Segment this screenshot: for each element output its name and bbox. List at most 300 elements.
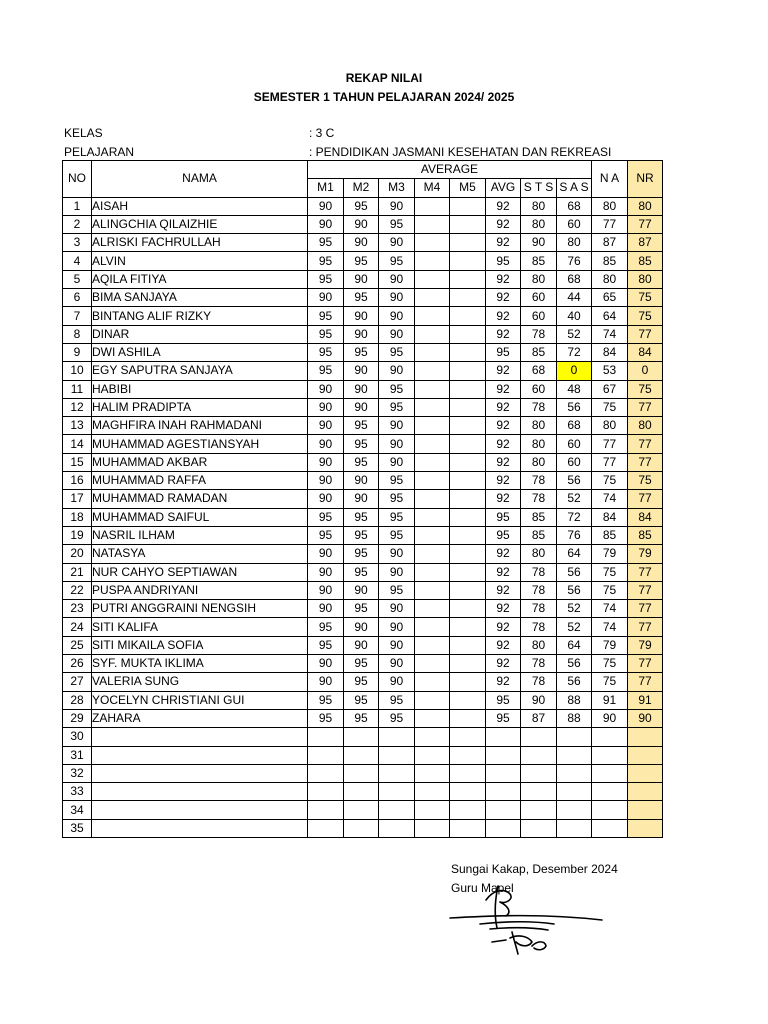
cell-na: 74 (592, 600, 628, 618)
cell-na (592, 801, 628, 819)
cell-nama: MAGHFIRA INAH RAHMADANI (92, 417, 308, 435)
cell-no: 28 (63, 691, 92, 709)
cell-sas: 52 (557, 600, 592, 618)
cell-m1: 95 (308, 636, 344, 654)
cell-nr: 75 (628, 472, 663, 490)
cell-m1: 95 (308, 526, 344, 544)
cell-m3: 90 (379, 325, 415, 343)
cell-avg: 95 (486, 508, 521, 526)
cell-nama: ALINGCHIA QILAIZHIE (92, 215, 308, 233)
cell-na: 75 (592, 673, 628, 691)
cell-m4 (415, 234, 450, 252)
cell-m2: 95 (344, 655, 379, 673)
cell-m2: 95 (344, 435, 379, 453)
cell-nama (92, 746, 308, 764)
cell-no: 5 (63, 270, 92, 288)
cell-m4 (415, 307, 450, 325)
cell-avg: 92 (486, 618, 521, 636)
table-row (63, 197, 663, 215)
cell-na: 74 (592, 490, 628, 508)
cell-sts: 60 (521, 307, 557, 325)
cell-sts: 78 (521, 655, 557, 673)
cell-sts: 80 (521, 215, 557, 233)
cell-m4 (415, 289, 450, 307)
cell-na: 75 (592, 472, 628, 490)
cell-m4 (415, 563, 450, 581)
cell-m4 (415, 197, 450, 215)
cell-m3: 95 (379, 490, 415, 508)
cell-m3: 90 (379, 362, 415, 380)
cell-nr (628, 746, 663, 764)
cell-na: 87 (592, 234, 628, 252)
cell-m2 (344, 819, 379, 837)
cell-m3: 90 (379, 563, 415, 581)
cell-no: 31 (63, 746, 92, 764)
table-row (63, 673, 663, 691)
cell-sts: 78 (521, 325, 557, 343)
cell-no: 19 (63, 526, 92, 544)
cell-nama (92, 783, 308, 801)
cell-m1 (308, 819, 344, 837)
cell-m5 (450, 307, 486, 325)
cell-nama (92, 728, 308, 746)
cell-sts: 80 (521, 270, 557, 288)
cell-na: 79 (592, 545, 628, 563)
table-row (63, 252, 663, 270)
cell-nr: 0 (628, 362, 663, 380)
header-m1: M1 (308, 179, 344, 197)
cell-no: 34 (63, 801, 92, 819)
cell-sas: 68 (557, 417, 592, 435)
cell-m2: 90 (344, 472, 379, 490)
cell-no: 3 (63, 234, 92, 252)
cell-avg: 92 (486, 545, 521, 563)
cell-m1: 90 (308, 380, 344, 398)
cell-m2: 90 (344, 618, 379, 636)
cell-m4 (415, 435, 450, 453)
cell-m4 (415, 362, 450, 380)
cell-sas: 64 (557, 636, 592, 654)
cell-nama: BINTANG ALIF RIZKY (92, 307, 308, 325)
cell-nr: 77 (628, 618, 663, 636)
header-sas: S A S (557, 179, 592, 197)
cell-sas: 52 (557, 618, 592, 636)
cell-no: 16 (63, 472, 92, 490)
table-row (63, 709, 663, 727)
table-row (63, 289, 663, 307)
cell-m1: 95 (308, 343, 344, 361)
cell-nama: PUSPA ANDRIYANI (92, 581, 308, 599)
cell-sas (557, 728, 592, 746)
cell-sts: 78 (521, 618, 557, 636)
cell-m1: 90 (308, 197, 344, 215)
cell-m5 (450, 581, 486, 599)
cell-sts: 85 (521, 343, 557, 361)
table-row (63, 435, 663, 453)
cell-no: 14 (63, 435, 92, 453)
cell-na (592, 783, 628, 801)
cell-sts: 80 (521, 545, 557, 563)
cell-sts: 80 (521, 636, 557, 654)
cell-sts: 78 (521, 398, 557, 416)
table-row (63, 783, 663, 801)
cell-avg (486, 801, 521, 819)
cell-nr: 91 (628, 691, 663, 709)
cell-m4 (415, 783, 450, 801)
cell-m5 (450, 526, 486, 544)
cell-m3: 95 (379, 472, 415, 490)
cell-avg: 95 (486, 526, 521, 544)
cell-no: 17 (63, 490, 92, 508)
header-m2: M2 (344, 179, 379, 197)
cell-m5 (450, 673, 486, 691)
cell-avg: 92 (486, 215, 521, 233)
cell-sas: 56 (557, 581, 592, 599)
cell-m5 (450, 508, 486, 526)
table-row (63, 343, 663, 361)
table-row (63, 563, 663, 581)
cell-m2: 95 (344, 709, 379, 727)
cell-m4 (415, 270, 450, 288)
cell-nama: ALRISKI FACHRULLAH (92, 234, 308, 252)
table-row (63, 618, 663, 636)
table-row (63, 655, 663, 673)
cell-m3: 90 (379, 197, 415, 215)
cell-sas: 60 (557, 215, 592, 233)
cell-m4 (415, 215, 450, 233)
cell-na: 65 (592, 289, 628, 307)
cell-nama: BIMA SANJAYA (92, 289, 308, 307)
cell-m1: 90 (308, 673, 344, 691)
cell-m4 (415, 252, 450, 270)
cell-m3: 90 (379, 636, 415, 654)
cell-avg: 95 (486, 343, 521, 361)
cell-m4 (415, 746, 450, 764)
cell-na: 53 (592, 362, 628, 380)
cell-m5 (450, 636, 486, 654)
cell-avg: 92 (486, 435, 521, 453)
cell-no: 2 (63, 215, 92, 233)
cell-no: 12 (63, 398, 92, 416)
page-subtitle: SEMESTER 1 TAHUN PELAJARAN 2024/ 2025 (253, 90, 515, 104)
header-nr: NR (628, 161, 663, 198)
cell-m5 (450, 764, 486, 782)
cell-m2: 95 (344, 343, 379, 361)
cell-m1 (308, 764, 344, 782)
cell-nr: 77 (628, 673, 663, 691)
cell-m2: 95 (344, 600, 379, 618)
cell-sas: 40 (557, 307, 592, 325)
cell-no: 4 (63, 252, 92, 270)
cell-sas (557, 764, 592, 782)
cell-avg: 92 (486, 270, 521, 288)
cell-m5 (450, 343, 486, 361)
cell-sas: 52 (557, 325, 592, 343)
cell-no: 35 (63, 819, 92, 837)
cell-na: 74 (592, 325, 628, 343)
cell-m4 (415, 764, 450, 782)
cell-m3: 90 (379, 234, 415, 252)
cell-m5 (450, 417, 486, 435)
cell-no: 7 (63, 307, 92, 325)
cell-no: 27 (63, 673, 92, 691)
cell-m1: 90 (308, 581, 344, 599)
cell-nr (628, 728, 663, 746)
table-row (63, 325, 663, 343)
cell-nr: 77 (628, 655, 663, 673)
cell-sas: 76 (557, 526, 592, 544)
cell-nr: 77 (628, 398, 663, 416)
cell-sas: 56 (557, 563, 592, 581)
cell-na: 85 (592, 252, 628, 270)
cell-sas (557, 801, 592, 819)
cell-m1: 90 (308, 472, 344, 490)
cell-no: 33 (63, 783, 92, 801)
cell-na: 79 (592, 636, 628, 654)
cell-avg: 92 (486, 655, 521, 673)
cell-na: 80 (592, 417, 628, 435)
cell-avg: 92 (486, 380, 521, 398)
cell-sts: 78 (521, 472, 557, 490)
cell-avg (486, 819, 521, 837)
cell-sas: 56 (557, 673, 592, 691)
cell-sts: 85 (521, 252, 557, 270)
cell-na: 64 (592, 307, 628, 325)
cell-nr: 77 (628, 215, 663, 233)
cell-no: 25 (63, 636, 92, 654)
cell-m1 (308, 801, 344, 819)
cell-m5 (450, 709, 486, 727)
cell-sts: 80 (521, 435, 557, 453)
cell-nr (628, 801, 663, 819)
cell-m2: 95 (344, 417, 379, 435)
cell-nr: 77 (628, 600, 663, 618)
table-row (63, 380, 663, 398)
cell-m5 (450, 380, 486, 398)
cell-nr (628, 783, 663, 801)
cell-m4 (415, 581, 450, 599)
cell-sas: 80 (557, 234, 592, 252)
cell-m3: 90 (379, 435, 415, 453)
cell-m5 (450, 746, 486, 764)
cell-m3 (379, 819, 415, 837)
cell-m4 (415, 728, 450, 746)
cell-nama: MUHAMMAD RAFFA (92, 472, 308, 490)
cell-avg: 92 (486, 490, 521, 508)
cell-no: 30 (63, 728, 92, 746)
cell-nr: 90 (628, 709, 663, 727)
cell-no: 10 (63, 362, 92, 380)
cell-nama: SYF. MUKTA IKLIMA (92, 655, 308, 673)
cell-na: 90 (592, 709, 628, 727)
cell-m2: 95 (344, 453, 379, 471)
cell-m5 (450, 234, 486, 252)
cell-sas: 60 (557, 453, 592, 471)
cell-sts: 60 (521, 380, 557, 398)
cell-avg: 95 (486, 709, 521, 727)
cell-no: 6 (63, 289, 92, 307)
cell-sts: 60 (521, 289, 557, 307)
cell-na (592, 819, 628, 837)
cell-avg: 92 (486, 362, 521, 380)
cell-nr: 85 (628, 526, 663, 544)
cell-na: 84 (592, 508, 628, 526)
cell-nama: DWI ASHILA (92, 343, 308, 361)
cell-nr (628, 819, 663, 837)
header-avg: AVG (486, 179, 521, 197)
cell-avg: 92 (486, 600, 521, 618)
cell-nama: EGY SAPUTRA SANJAYA (92, 362, 308, 380)
cell-m1: 95 (308, 508, 344, 526)
cell-avg: 92 (486, 197, 521, 215)
cell-avg: 92 (486, 673, 521, 691)
cell-sts: 90 (521, 234, 557, 252)
cell-avg: 95 (486, 691, 521, 709)
cell-na: 77 (592, 215, 628, 233)
cell-no: 22 (63, 581, 92, 599)
cell-m1: 90 (308, 490, 344, 508)
cell-nama: SITI MIKAILA SOFIA (92, 636, 308, 654)
cell-m3 (379, 746, 415, 764)
cell-m4 (415, 655, 450, 673)
cell-m5 (450, 270, 486, 288)
table-row (63, 490, 663, 508)
cell-m2: 90 (344, 307, 379, 325)
cell-m2 (344, 764, 379, 782)
cell-m1: 95 (308, 362, 344, 380)
cell-m2: 95 (344, 289, 379, 307)
cell-m2: 90 (344, 398, 379, 416)
cell-m2: 90 (344, 325, 379, 343)
cell-m4 (415, 801, 450, 819)
cell-na: 75 (592, 398, 628, 416)
cell-na: 75 (592, 655, 628, 673)
cell-no: 29 (63, 709, 92, 727)
cell-m1: 95 (308, 325, 344, 343)
cell-m5 (450, 453, 486, 471)
header-sts: S T S (521, 179, 557, 197)
cell-sts: 80 (521, 453, 557, 471)
page-title: REKAP NILAI (345, 71, 423, 85)
cell-sts: 85 (521, 526, 557, 544)
cell-nr: 77 (628, 453, 663, 471)
cell-m4 (415, 398, 450, 416)
cell-na (592, 746, 628, 764)
place-date: Sungai Kakap, Desember 2024 (451, 862, 618, 876)
table-row (63, 362, 663, 380)
cell-m1: 90 (308, 655, 344, 673)
cell-na: 85 (592, 526, 628, 544)
header-nama: NAMA (92, 161, 308, 198)
cell-no: 1 (63, 197, 92, 215)
grade-rows (63, 197, 663, 837)
cell-m3: 95 (379, 581, 415, 599)
cell-sts: 68 (521, 362, 557, 380)
cell-avg (486, 764, 521, 782)
cell-nama: HALIM PRADIPTA (92, 398, 308, 416)
cell-avg (486, 728, 521, 746)
cell-avg: 92 (486, 563, 521, 581)
cell-nama: MUHAMMAD AKBAR (92, 453, 308, 471)
cell-nr: 75 (628, 380, 663, 398)
kelas-label: KELAS (64, 126, 103, 140)
table-row (63, 508, 663, 526)
cell-m2: 95 (344, 197, 379, 215)
cell-m3: 95 (379, 709, 415, 727)
cell-m3: 90 (379, 673, 415, 691)
cell-nama: ALVIN (92, 252, 308, 270)
cell-sas: 60 (557, 435, 592, 453)
cell-sas: 56 (557, 398, 592, 416)
table-row (63, 545, 663, 563)
cell-avg: 92 (486, 636, 521, 654)
cell-m2: 95 (344, 508, 379, 526)
cell-m1 (308, 746, 344, 764)
cell-no: 26 (63, 655, 92, 673)
cell-m2: 90 (344, 636, 379, 654)
table-row (63, 526, 663, 544)
cell-nr: 75 (628, 289, 663, 307)
cell-m4 (415, 417, 450, 435)
cell-sts: 78 (521, 563, 557, 581)
table-row (63, 764, 663, 782)
cell-nr (628, 764, 663, 782)
cell-sas: 72 (557, 343, 592, 361)
cell-avg: 95 (486, 252, 521, 270)
header-na: N A (592, 161, 628, 198)
cell-na: 80 (592, 270, 628, 288)
cell-m1: 95 (308, 307, 344, 325)
cell-sts: 78 (521, 581, 557, 599)
cell-m2: 95 (344, 526, 379, 544)
cell-sts: 80 (521, 417, 557, 435)
cell-m2: 90 (344, 362, 379, 380)
cell-m1: 90 (308, 600, 344, 618)
cell-m2 (344, 728, 379, 746)
cell-m1: 90 (308, 215, 344, 233)
cell-nama: ZAHARA (92, 709, 308, 727)
cell-nama (92, 801, 308, 819)
cell-m2: 95 (344, 545, 379, 563)
table-row (63, 728, 663, 746)
cell-m5 (450, 435, 486, 453)
cell-na: 74 (592, 618, 628, 636)
cell-sts: 80 (521, 197, 557, 215)
cell-m1: 90 (308, 563, 344, 581)
cell-sas: 72 (557, 508, 592, 526)
cell-no: 21 (63, 563, 92, 581)
cell-nama: NATASYA (92, 545, 308, 563)
cell-sas (557, 819, 592, 837)
cell-nr: 79 (628, 636, 663, 654)
cell-nama: MUHAMMAD RAMADAN (92, 490, 308, 508)
cell-nr: 77 (628, 490, 663, 508)
cell-nr: 75 (628, 307, 663, 325)
cell-m4 (415, 673, 450, 691)
cell-na: 67 (592, 380, 628, 398)
cell-nama: NUR CAHYO SEPTIAWAN (92, 563, 308, 581)
cell-m5 (450, 325, 486, 343)
cell-no: 11 (63, 380, 92, 398)
cell-nama: HABIBI (92, 380, 308, 398)
cell-m4 (415, 453, 450, 471)
cell-m5 (450, 691, 486, 709)
cell-sts: 90 (521, 691, 557, 709)
cell-avg: 92 (486, 289, 521, 307)
cell-na: 84 (592, 343, 628, 361)
cell-m1: 90 (308, 435, 344, 453)
cell-m5 (450, 289, 486, 307)
